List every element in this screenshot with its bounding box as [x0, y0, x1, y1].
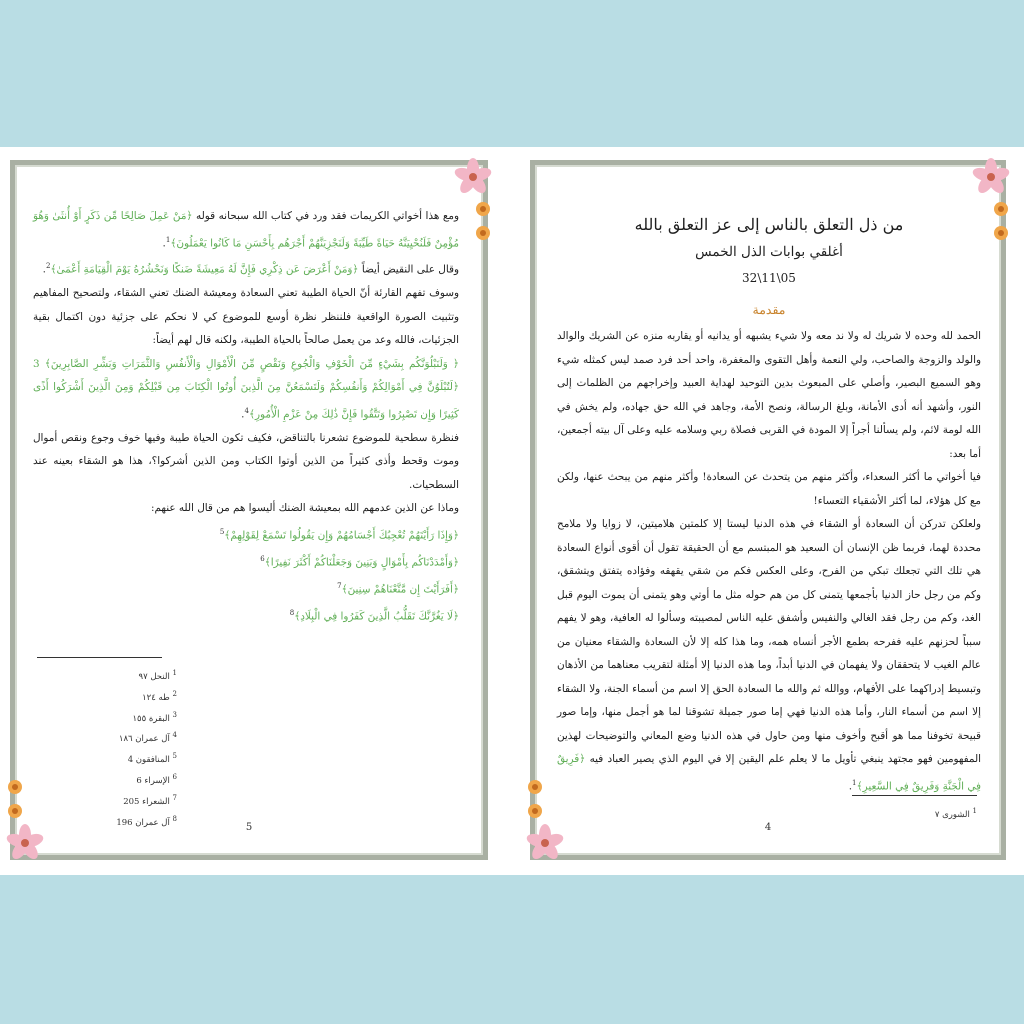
footnote — [37, 748, 177, 769]
footnote-number: 5 — [172, 752, 177, 761]
paragraph: ومع هذا أخواتي الكريمات فقد ورد في كتاب الله سبحانه قوله ﴿مَنْ عَمِلَ صَالِحًا مِّن ذَكَرٍ أَوْ أُنثَىٰ وَهُوَ مُؤْمِنٌ فَلَنُحْيِيَنَّهُ حَيَاةً طَيِّبَةً وَلَنَجْزِيَنَّهُمْ أَجْرَهُم بِأَحْسَنِ مَا كَانُوا يَعْمَلُونَ﴾$^1$. — [33, 210, 459, 249]
quran-verse: ﴿وَمَنْ أَعْرَضَ عَن ذِكْرِي فَإِنَّ لَهُ مَعِيشَةً ضَنكًا وَنَحْشُرُهُ يَوْمَ الْقِيَامَةِ أَعْمَىٰ﴾ — [50, 263, 359, 276]
footnote-ref: 8 — [289, 608, 295, 617]
paragraph: وقال على النقيض أيضاً ﴿وَمَنْ أَعْرَضَ عَن ذِكْرِي فَإِنَّ لَهُ مَعِيشَةً ضَنكًا وَنَحْشُرُهُ يَوْمَ الْقِيَامَةِ أَعْمَىٰ﴾$^2$. — [42, 262, 459, 276]
pink-flower-icon — [453, 157, 493, 197]
page-number: 4 — [764, 822, 772, 833]
paragraph: وماذا عن الذين عدمهم الله بمعيشة الضنك أليسوا هم من قال الله عنهم: — [150, 502, 459, 515]
paragraph-text: وقال على النقيض أيضاً — [358, 263, 459, 276]
footnote — [37, 707, 177, 728]
quran-verse: ﴿أَفَرَأَيْتَ إِن مَّتَّعْنَاهُمْ سِنِينَ﴾ — [341, 583, 459, 596]
verse-line — [33, 548, 459, 575]
footnote-divider — [37, 657, 162, 658]
footnote-ref: 4 — [244, 406, 249, 415]
footnote-text: طه ١٢٤ — [142, 692, 170, 703]
page-title: من ذل التعلق بالناس إلى عز التعلق بالله — [634, 215, 904, 234]
footnote — [37, 769, 177, 790]
verse-line — [33, 602, 459, 629]
footnote-ref: 5 — [219, 527, 225, 536]
footnote-text: الشعراء 205 — [123, 796, 170, 807]
orange-flower-icon — [475, 201, 491, 217]
page-number: 5 — [245, 822, 253, 833]
footnote-text: آل عمران ١٨٦ — [118, 734, 170, 745]
footnote — [37, 665, 177, 686]
footnote-ref: 1 — [852, 778, 857, 787]
verse-line — [33, 575, 459, 602]
footnote — [37, 790, 177, 811]
footnote-text: آل عمران 196 — [116, 817, 170, 828]
orange-flower-icon — [993, 201, 1009, 217]
footnotes — [37, 665, 177, 832]
footnote-ref: 1 — [165, 235, 171, 244]
footnote-number: 1 — [172, 669, 177, 677]
page-4 — [530, 160, 1006, 860]
footnote-text: الإسراء 6 — [136, 775, 170, 786]
footnote-ref: 2 — [45, 262, 51, 271]
quran-verse: ﴿وَإِذَا رَأَيْتَهُمْ تُعْجِبُكَ أَجْسَامُهُمْ وَإِن يَقُولُوا تَسْمَعْ لِقَوْلِهِمْ﴾ — [224, 529, 459, 542]
date: 32\11\05 — [742, 271, 796, 285]
footnote — [37, 686, 177, 707]
verse-line — [33, 521, 459, 548]
orange-flower-icon — [7, 803, 23, 819]
paragraph: ولعلكن تدركن أن السعادة أو الشقاء في هذه الدنيا ليستا إلا كلمتين هلاميتين، لا زوايا ولا ملامح محددة لهما، فربما ظن الإنسان أن السعيد هو المبتسم مع أن الحقيقة تقول أن أقوى أنواع السعادة هي تلك التي تجعلك تبكي من الفرح، وعلى العكس فكم من شقي يقهقه وفؤاده يتفتق ويتشقق، وكم من رجل حاز الدنيا بأجمعها يتمنى كل من هم حوله مثل ما أوتي وهو يتمنى أن يموت اليوم قبل الغد، وكم من رجل فقد الغالي والنفيس وأشفق عليه الناس لمصيبته وسألوا له العافية، وهو لا يفهم سبباً لحزنهم عليه ففرحه بطمع الأجر أنساه همه، وما هذا كله إلا لأن السعادة والشقاء معنيان من عالم الغيب لا يتحققان ولا يفهمان في الدنيا أبداً، وما هذه الدنيا إلا أمثلة لتقريب معناهما من الأذهان وتبسيط إدراكهما على الأفهام، ووالله ثم والله ما السعادة الحق إلا اسم من أسماء الجنة، ولا الشقاء إلا اسم من أسماء النار، وأما هذه الدنيا فهي إما صور جميلة تشوقنا لما هو أجمل منها، وإما صور قبيحة تخوفنا مما هو أقبح وأخوف منها ومن حاول في هذه الدنيا وضع المعاني والتوضيحات لهذين المفهومين فهو مجتهد ينبغي تأويل ما لا يعلم علم اليقين إلا في اليوم الذي يصير العباد فيه ﴿فَرِيقٌ فِي الْجَنَّةِ وَفَرِيقٌ فِي السَّعِيرِ﴾$^1$. — [557, 518, 981, 792]
page-subtitle: أغلقي بوابات الذل الخمس — [695, 244, 843, 260]
quran-verse: ﴿وَأَمْدَدْنَاكُم بِأَمْوَالٍ وَبَنِينَ وَجَعَلْنَاكُمْ أَكْثَرَ نَفِيرًا﴾ — [264, 556, 459, 569]
footnote-divider — [852, 795, 977, 796]
paragraph: فنظرة سطحية للموضوع تشعرنا بالتناقض، فكيف تكون الحياة طيبة وفيها خوف وجوع ونقص أموال وموت وقحط وأذى كثيراً من الذين أوتوا الكتاب ومن الذين أشركوا؟، هذا هو الشقاء بعينه عند السطحيات. — [33, 431, 459, 491]
paragraph: الحمد لله وحده لا شريك له ولا ند معه ولا شيء يشبهه أو يدانيه أو يقاربه منزه عن الشريك والوالد والولد والزوجة والصاحب، ولي النعمة وأهل التقوى والمغفرة، واحد أحد فرد صمد ليس كمثله شيء وهو السميع البصير، وأصلي على المبعوث بدين التوحيد لهداية العبيد وإخراجهم من الظلمات إلى النور، وأشهد أنه أدى الأمانة، وبلغ الرسالة، ونصح الأمة، وجاهد في الله حق جهاده، ولم يخش في الله لومة لائم، ولم يسألنا أجراً إلا المودة في القربى فصلاة ربي وسلامه عليه وعلى آل بيته أجمعين، أما بعد: — [557, 330, 981, 460]
quran-verse: ﴿مَنْ عَمِلَ صَالِحًا مِّن ذَكَرٍ أَوْ أُنثَىٰ وَهُوَ مُؤْمِنٌ فَلَنُحْيِيَنَّهُ حَيَاةً طَيِّبَةً وَلَنَجْزِيَنَّهُمْ أَجْرَهُم بِأَحْسَنِ مَا كَانُوا يَعْمَلُونَ﴾ — [33, 210, 459, 249]
quran-verse: ﴿فَرِيقٌ فِي الْجَنَّةِ وَفَرِيقٌ فِي السَّعِيرِ﴾ — [557, 753, 981, 792]
footnote-text: النحل ٩٧ — [138, 671, 170, 682]
footnote-ref: 6 — [260, 554, 265, 563]
section-heading: مقدمة — [752, 302, 786, 317]
quran-verse: ﴿لَا يَغُرَّنَّكَ تَقَلُّبُ الَّذِينَ كَفَرُوا فِي الْبِلَادِ﴾ — [294, 610, 459, 623]
footnote-number: 1 — [972, 807, 977, 815]
footnote-ref: 7 — [337, 581, 342, 590]
footnote — [837, 803, 977, 824]
paragraph-text: ومع هذا أخواتي الكريمات فقد ورد في كتاب الله سبحانه قوله — [192, 210, 459, 222]
paragraph-text: ولعلكن تدركن أن السعادة أو الشقاء في هذه الدنيا ليستا إلا كلمتين هلاميتين، لا زوايا ولا ملامح محددة لهما، فربما ظن الإنسان أن السعيد هو المبتسم مع أن الحقيقة تقول أن أقوى أنواع السعادة هي تلك التي تجعلك تبكي من الفرح، وعلى العكس فكم من شقي يقهقه وفؤاده يتفتق ويتشقق، وكم من رجل حاز الدنيا بأجمعها يتمنى كل من هم حوله مثل ما أوتي وهو يتمنى أن يموت اليوم قبل الغد، وكم من رجل فقد الغالي والنفيس وأشفق عليه الناس لمصيبته وسألوا له العافية، وهو لا يفهم سبباً لحزنهم عليه ففرحه بطمع الأجر أنساه همه، وما هذا كله إلا لأن السعادة والشقاء معنيان من عالم الغيب لا يتحققان ولا يفهمان في الدنيا أبداً، وما هذه الدنيا إلا أمثلة لتقريب معناهما من الأذهان وتبسيط إدراكهما على الأفهام، ووالله ثم والله ما السعادة الحق إلا اسم من أسماء الجنة، ولا الشقاء إلا اسم من أسماء النار، وأما هذه الدنيا فهي إما صور جميلة تشوقنا لما هو أجمل منها، وإما صور قبيحة تخوفنا مما هو أقبح وأخوف منها ومن حاول في هذه الدنيا وضع المعاني والتوضيحات لهذين المفهومين فهو مجتهد ينبغي تأويل ما لا يعلم علم اليقين إلا في اليوم الذي يصير العباد فيه — [557, 518, 981, 765]
page-4-body — [557, 205, 981, 798]
orange-flower-icon — [993, 225, 1009, 241]
footnote-text: المنافقون 4 — [127, 755, 170, 766]
paragraph: ﴿ وَلَنَبْلُوَنَّكُم بِشَيْءٍ مِّنَ الْخَوْفِ وَالْجُوعِ وَنَقْصٍ مِّنَ الْأَمْوَالِ وَالْأَنفُسِ وَالثَّمَرَاتِ وَبَشِّرِ الصَّابِرِينَ﴾ 3 ﴿لَتُبْلَوُنَّ فِي أَمْوَالِكُمْ وَأَنفُسِكُمْ وَلَتَسْمَعُنَّ مِنَ الَّذِينَ أُوتُوا الْكِتَابَ مِن قَبْلِكُمْ وَمِنَ الَّذِينَ أَشْرَكُوا أَذًى كَثِيرًا وَإِن تَصْبِرُوا وَتَتَّقُوا فَإِنَّ ذَٰلِكَ مِنْ عَزْمِ الْأُمُورِ﴾$^4$. — [33, 357, 459, 421]
footnote-number: 7 — [172, 793, 177, 802]
page-5-body — [33, 205, 459, 629]
footnotes — [837, 803, 977, 824]
orange-flower-icon — [475, 225, 491, 241]
quran-verse: ﴿ وَلَنَبْلُوَنَّكُم بِشَيْءٍ مِّنَ الْخَوْفِ وَالْجُوعِ وَنَقْصٍ مِّنَ الْأَمْوَالِ وَالْأَنفُسِ وَالثَّمَرَاتِ وَبَشِّرِ الصَّابِرِينَ﴾ 3 ﴿لَتُبْلَوُنَّ فِي أَمْوَالِكُمْ وَأَنفُسِكُمْ وَلَتَسْمَعُنَّ مِنَ الَّذِينَ أُوتُوا الْكِتَابَ مِن قَبْلِكُمْ وَمِنَ الَّذِينَ أَشْرَكُوا أَذًى كَثِيرًا وَإِن تَصْبِرُوا وَتَتَّقُوا فَإِنَّ ذَٰلِكَ مِنْ عَزْمِ الْأُمُورِ﴾ — [33, 357, 459, 421]
orange-flower-icon — [527, 779, 543, 795]
orange-flower-icon — [7, 779, 23, 795]
pink-flower-icon — [971, 157, 1011, 197]
footnote-text: الشورى ٧ — [934, 809, 970, 820]
paragraph: فيا أخواتي ما أكثر السعداء، وأكثر منهم من يتحدث عن السعادة! وأكثر منهم من يبحث عنها، ولكن مع كل هؤلاء، لما أكثر الأشقياء التعساء! — [557, 471, 981, 507]
footnote-number: 8 — [172, 814, 177, 823]
footnote-number: 3 — [172, 710, 177, 719]
paragraph: وسوف تفهم القارئة أنّ الحياة الطيبة تعني السعادة ومعيشة الضنك تعني الشقاء، ولتصحيح المفاهيم وتثبيت الصورة الواقعية فلننظر نظرة أوسع للموضوع كي لا نحكم على جزئية دون اكتمال بقية الجزئيات، فالله وعد من يعمل صالحاً بالحياة الطيبة، ولكنه قال لهم أيضاً: — [33, 287, 459, 347]
footnote-number: 2 — [172, 689, 177, 698]
footnote — [37, 727, 177, 748]
footnote-number: 6 — [172, 773, 177, 782]
footnote-number: 4 — [172, 731, 177, 740]
page-5 — [10, 160, 488, 860]
footnote-text: البقرة ١٥٥ — [132, 713, 170, 724]
orange-flower-icon — [527, 803, 543, 819]
